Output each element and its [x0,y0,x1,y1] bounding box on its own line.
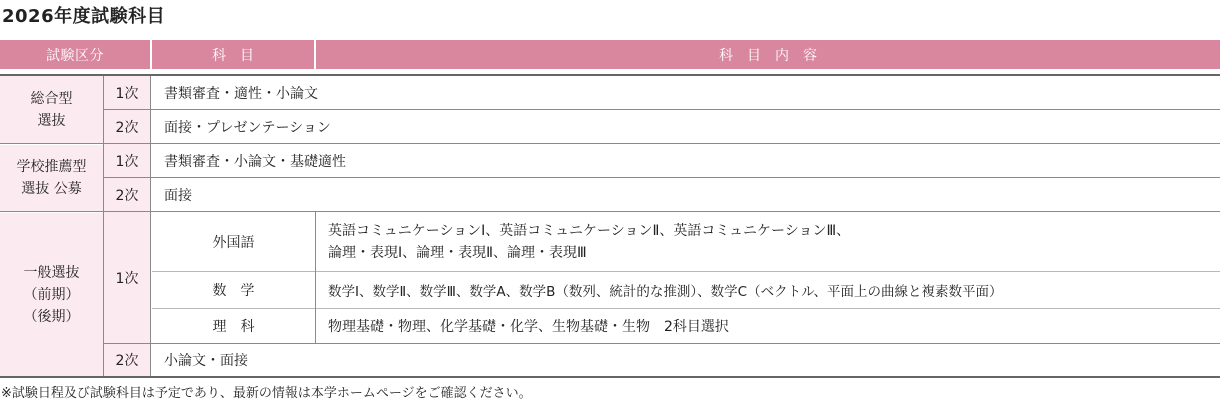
stage-content: 書類審査・適性・小論文 [164,85,318,102]
stage-label: 1次 [115,85,139,102]
header-subject: 科目 [152,40,314,69]
category-gakko-line1: 学校推薦型 [16,159,87,175]
stage-label: 2次 [115,119,139,136]
subject-content-sugaku: 数学Ⅰ、数学Ⅱ、数学Ⅲ、数学A、数学B（数列、統計的な推測）、数学C（ベクトル、平面上の曲線と複素数平面） [328,284,1003,300]
category-sogo [0,76,103,143]
category-ippan-line3: （後期） [23,308,80,325]
subject-content-line: 英語コミュニケーションⅠ、英語コミュニケーションⅡ、英語コミュニケーションⅢ、 [328,222,851,239]
category-ippan-line2: （前期） [23,286,80,303]
subject-content-gaikokugo [316,212,1220,271]
stage-content: 面接・プレゼンテーション [164,119,331,136]
category-gakko-line2: 選抜 公募 [21,181,82,197]
category-sogo-line2: 選抜 [37,112,66,129]
category-sogo-line1: 総合型 [30,90,73,107]
stage-label: 2次 [115,353,139,369]
subject-content-rika: 物理基礎・物理、化学基礎・化学、生物基礎・生物 2科目選択 [328,319,729,335]
stage-content: 面接 [164,187,192,204]
stage-label: 1次 [115,270,139,287]
page-title: 2026年度試験科目 [2,6,166,27]
subject-content-line: 論理・表現Ⅰ、論理・表現Ⅱ、論理・表現Ⅲ [328,244,587,261]
stage-content: 小論文・面接 [164,353,248,369]
header-exam-category: 試験区分 [0,40,150,69]
category-ippan [0,213,103,376]
footnote: ※試験日程及び試験科目は予定であり、最新の情報は本学ホームページをご確認ください。 [1,386,532,401]
category-ippan-line1: 一般選抜 [23,264,80,281]
subject-name-rika: 理科 [212,319,269,335]
header-subject-content: 科目内容 [316,40,1220,69]
subject-name-sugaku: 数学 [212,283,269,299]
stage-label: 1次 [115,153,139,170]
subject-name-gaikokugo: 外国語 [212,234,255,251]
stage-label: 2次 [115,187,139,204]
table-bottom-border [0,376,1220,378]
stage-content: 書類審査・小論文・基礎適性 [164,153,346,170]
category-gakko [0,145,103,211]
column-divider [150,76,151,376]
